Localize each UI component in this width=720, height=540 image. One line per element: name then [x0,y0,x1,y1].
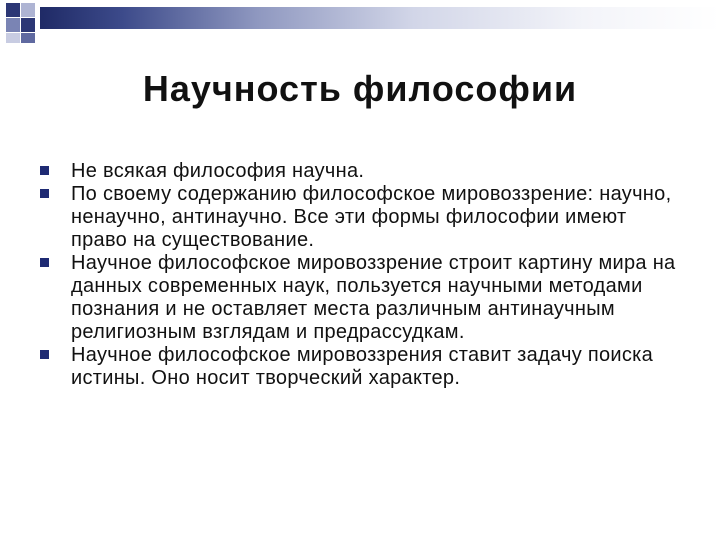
list-item [40,344,680,390]
decor-square [6,3,20,17]
bullet-text: Не всякая философия научна. [71,160,365,182]
decor-square [21,18,35,32]
square-bullet-icon [40,258,49,267]
header-gradient-stripe [40,7,720,29]
header-decoration [0,0,720,48]
list-item [40,160,680,183]
list-item [40,252,680,344]
bullet-text: По своему содержанию философское мировоззрение: научно, ненаучно, антинаучно. Все эти формы философии имеют право на существование. [71,183,672,251]
decor-square [21,3,35,17]
list-item [40,183,680,252]
decor-square [21,33,35,43]
slide-title: Научность философии [142,68,578,109]
square-bullet-icon [40,350,49,359]
decor-square [6,33,20,43]
square-bullet-icon [40,166,49,175]
bullet-text: Научное философское мировоззрения ставит задачу поиска истины. Оно носит творческий характер. [71,344,654,389]
bullet-list [40,160,680,390]
decor-square [6,18,20,32]
square-bullet-icon [40,189,49,198]
bullet-text: Научное философское мировоззрение строит картину мира на данных современных наук, пользуется научными методами познания и не оставляет места различным антинаучным религиозным взглядам и предрассудкам. [71,252,676,343]
